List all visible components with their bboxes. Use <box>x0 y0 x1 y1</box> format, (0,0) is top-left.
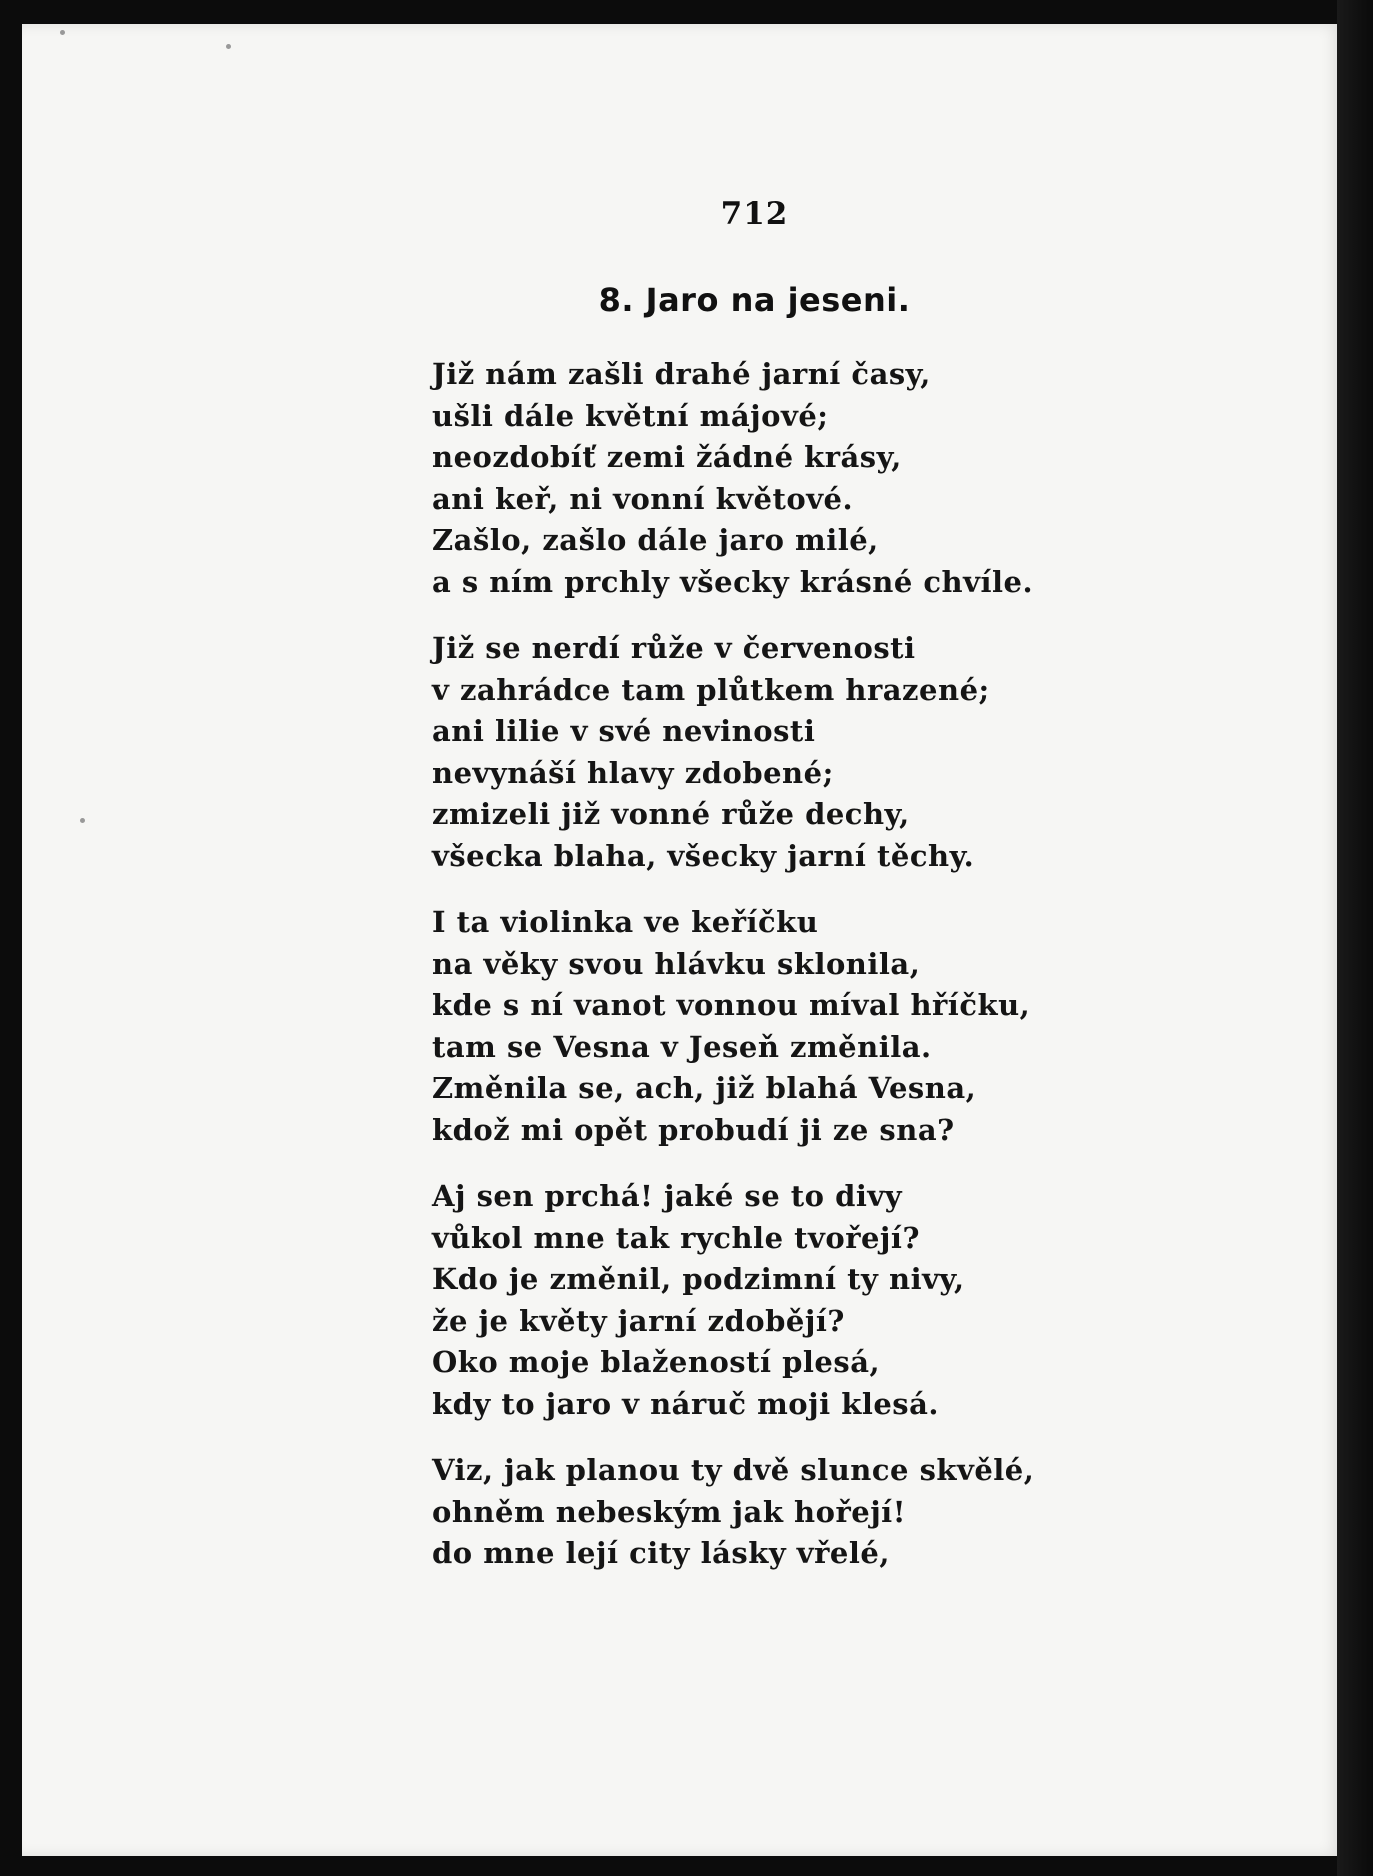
verse-line: do mne lejí city lásky vřelé, <box>432 1536 890 1570</box>
verse-line: nevynáší hlavy zdobené; <box>432 755 834 790</box>
verse-line: vůkol mne tak rychle tvořejí? <box>432 1220 920 1255</box>
verse-line: zmizeli již vonné růže dechy, <box>432 797 910 831</box>
verse-line: Aj sen prchá! jaké se to divy <box>432 1179 903 1213</box>
stanza-5 <box>432 1450 1132 1575</box>
paper-speck <box>80 818 85 823</box>
verse-line: kdož mi opět probudí ji ze sna? <box>432 1112 955 1147</box>
poem-title: 8. Jaro na jeseni. <box>598 281 911 319</box>
verse-line: ohněm nebeským jak hořejí! <box>432 1494 906 1529</box>
verse-line: že je květy jarní zdobějí? <box>432 1303 845 1338</box>
stanza-3 <box>432 902 1132 1151</box>
verse-line: Změnila se, ach, již blahá Vesna, <box>432 1071 977 1105</box>
verse-line: ušli dále květní májové; <box>432 398 829 433</box>
stanza-1 <box>432 354 1132 603</box>
verse-line: kdy to jaro v náruč moji klesá. <box>432 1386 939 1421</box>
stanza-4 <box>432 1176 1132 1425</box>
verse-line: kde s ní vanot vonnou míval hříčku, <box>432 988 1031 1022</box>
verse-line: Zašlo, zašlo dále jaro milé, <box>432 523 879 557</box>
verse-line: ani keř, ni vonní květové. <box>432 481 854 516</box>
paper-speck <box>226 44 231 49</box>
paper-speck <box>60 30 65 35</box>
book-page <box>22 24 1344 1856</box>
stanza-2 <box>432 628 1132 877</box>
scan-border <box>1337 0 1373 1876</box>
verse-line: Kdo je změnil, podzimní ty nivy, <box>432 1262 965 1296</box>
verse-line: ani lilie v své nevinosti <box>432 714 816 748</box>
verse-line: na věky svou hlávku sklonila, <box>432 946 921 981</box>
verse-line: všecka blaha, všecky jarní těchy. <box>432 838 975 873</box>
verse-line: neozdobíť zemi žádné krásy, <box>432 440 902 474</box>
verse-line: Již nám zašli drahé jarní časy, <box>432 357 931 391</box>
verse-line: Oko moje blažeností plesá, <box>432 1345 881 1379</box>
poem-body <box>432 354 1132 1575</box>
verse-line: I ta violinka ve keříčku <box>432 905 819 939</box>
verse-line: v zahrádce tam plůtkem hrazené; <box>432 672 990 707</box>
verse-line: Viz, jak planou ty dvě slunce skvělé, <box>432 1453 1035 1487</box>
verse-line: Již se nerdí růže v červenosti <box>432 631 916 665</box>
page-number: 712 <box>720 196 789 232</box>
verse-line: a s ním prchly všecky krásné chvíle. <box>432 564 1034 599</box>
verse-line: tam se Vesna v Jeseň změnila. <box>432 1029 932 1064</box>
